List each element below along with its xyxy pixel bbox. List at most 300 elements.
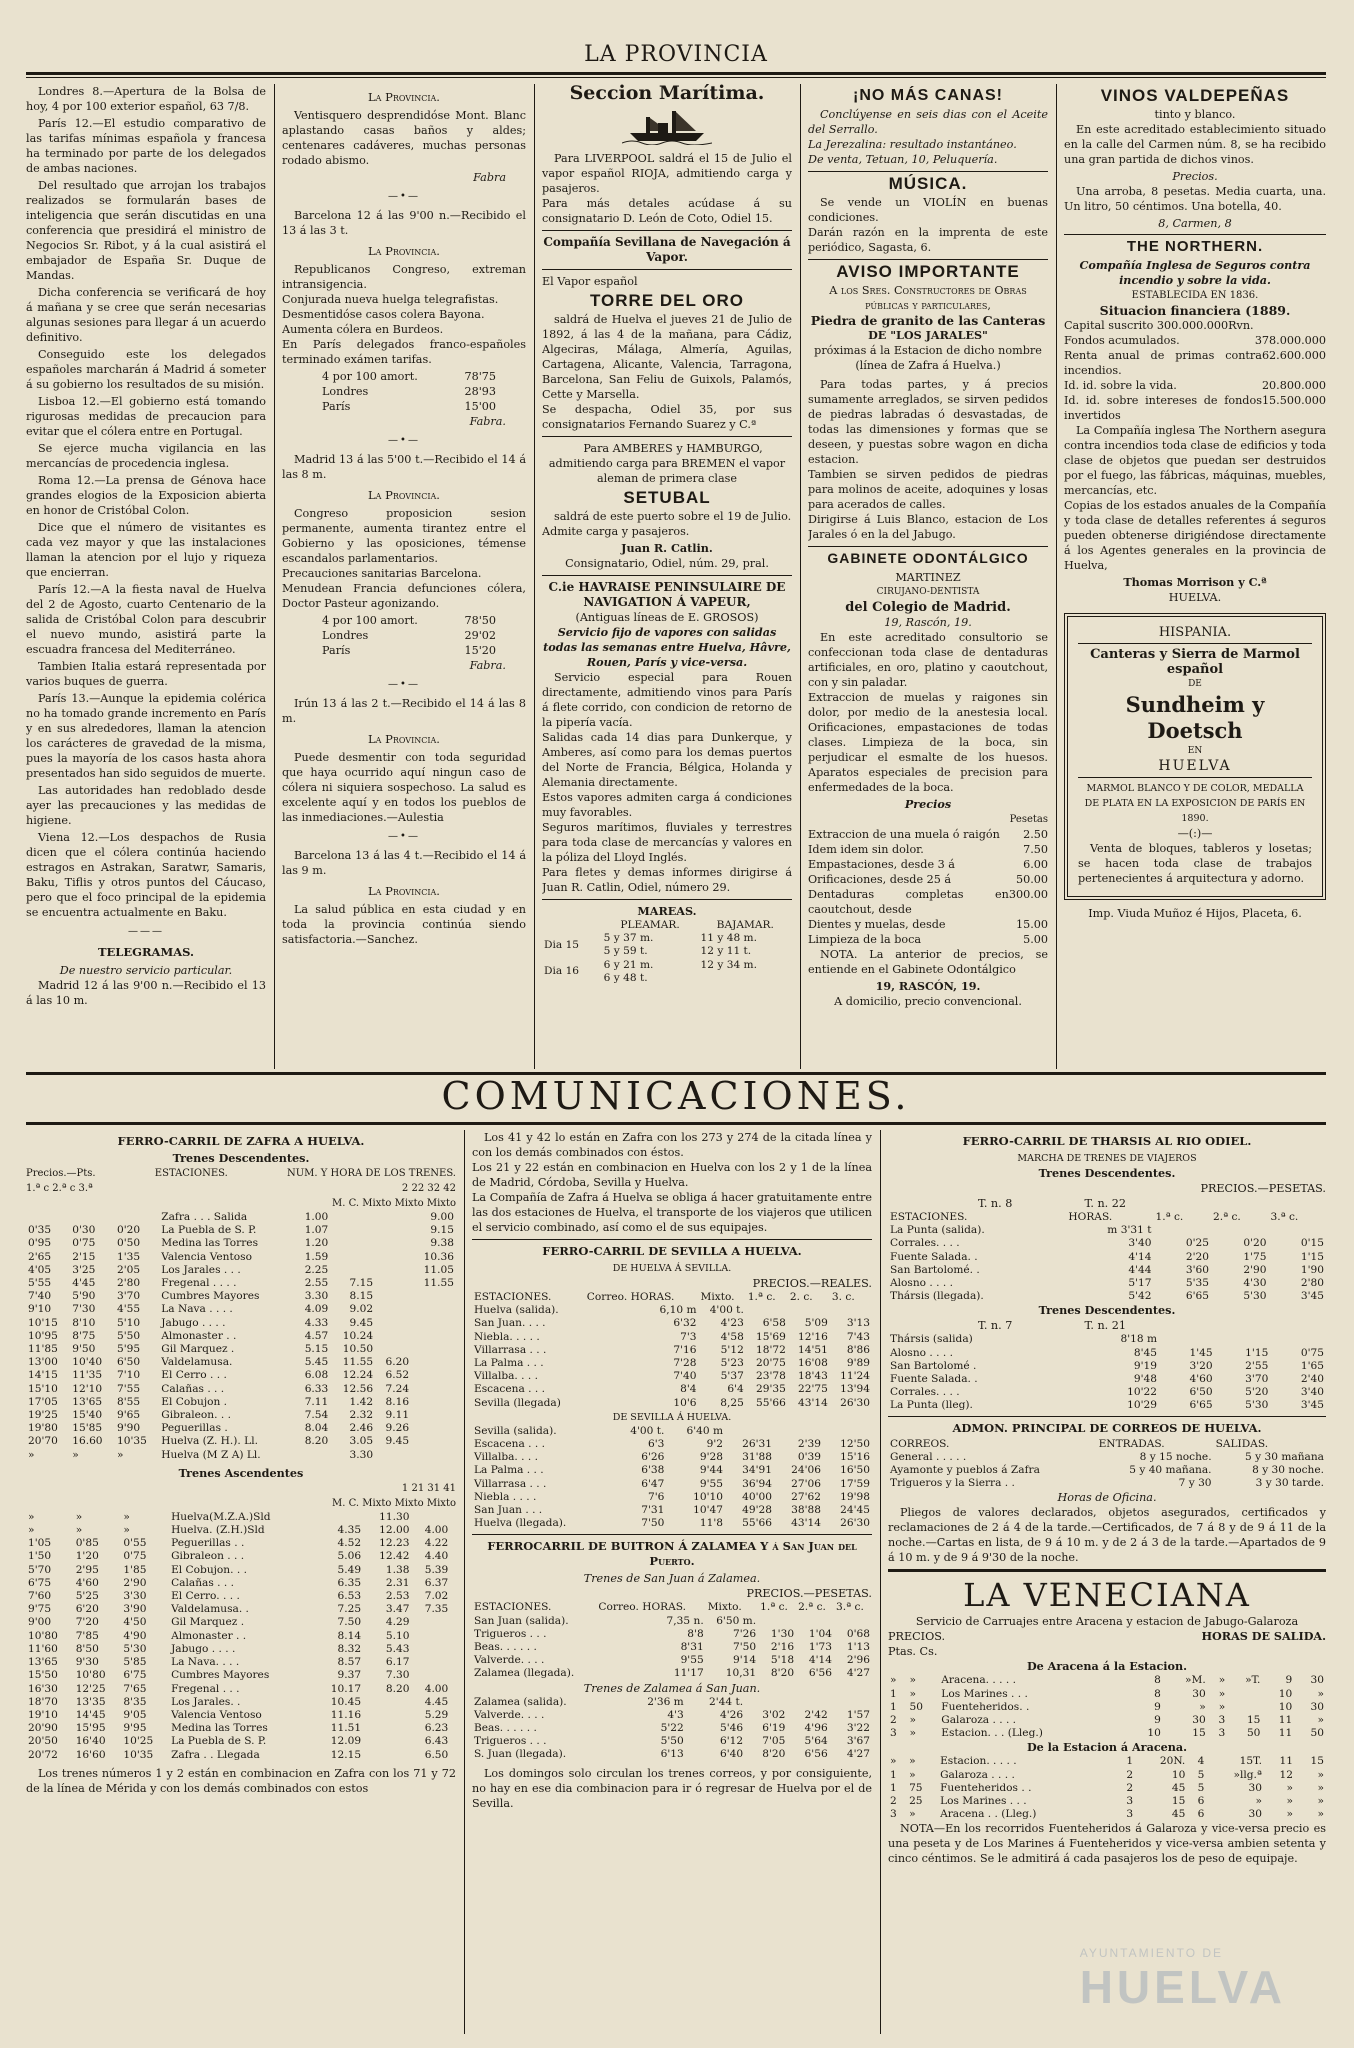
table-cell: 15'50 <box>28 1669 58 1682</box>
financial-row <box>1064 378 1326 393</box>
table-cell: 11.55 <box>423 1277 454 1290</box>
table-cell: Fuenteheridos. . <box>941 1700 1030 1713</box>
telegram-text: Ventisquero desprendidóse Mont. Blanc aplastando casas baños y aldes; centenares cadáveres, muchas personas rodado abismo. <box>282 109 526 167</box>
table-cell: 14'15 <box>28 1369 58 1382</box>
table-cell: 4'30 <box>1243 1277 1267 1290</box>
table-cell: 5'50 <box>117 1329 141 1342</box>
telegram-dateline: Irún 13 á las 2 t.—Recibido el 14 á las 8 m. <box>282 697 526 725</box>
vapor-name: TORRE DEL ORO <box>589 291 745 310</box>
table-cell <box>450 1511 456 1524</box>
table-cell: 5'18 <box>770 1654 795 1667</box>
table-cell: 20N. <box>1159 1755 1186 1768</box>
aviso-piedra: Piedra de granito de las Canteras <box>810 313 1046 328</box>
separator: —•— <box>388 435 420 446</box>
table-cell: 12'16 <box>798 1330 828 1343</box>
veneciana-h2: De la Estacion á Aracena. <box>1026 1740 1188 1755</box>
table-cell: 1 <box>890 1768 897 1781</box>
table-row <box>472 1464 872 1477</box>
table-cell: 12'50 <box>840 1438 870 1451</box>
table-cell: 18'43 <box>798 1370 828 1383</box>
table-cell: 6.23 <box>424 1722 449 1735</box>
separator <box>542 899 792 900</box>
header-cell: Mixto. <box>707 1601 742 1614</box>
table-cell: 15'40 <box>72 1409 103 1422</box>
table-cell: 0'75 <box>1300 1346 1324 1359</box>
table-cell: 10'35 <box>123 1748 154 1761</box>
quote-row <box>282 369 526 384</box>
table-cell: 7.11 <box>304 1395 329 1408</box>
setubal-intro: Para AMBERES y HAMBURGO, admitiendo carga para BREMEN el vapor aleman de primera clase <box>548 442 786 485</box>
table-cell: Beas. . . . . . <box>474 1641 537 1654</box>
table-cell: Villarrasa . . . <box>474 1343 547 1356</box>
table-row <box>472 1331 872 1344</box>
northern-situacion: Situacion financiera (1889. <box>1099 303 1291 318</box>
table-cell: 9'95 <box>123 1722 147 1735</box>
table-cell: 9'55 <box>699 1477 723 1490</box>
table-cell: 7.02 <box>424 1590 449 1603</box>
table-cell <box>375 1330 411 1343</box>
musica-text: Se vende un VIOLÍN en buenas condiciones. Darán razón en la imprenta de este periódico, Sagasta, 6. <box>808 196 1048 254</box>
table-cell: 2'20 <box>1185 1250 1209 1263</box>
table-cell: 4'55 <box>117 1303 141 1316</box>
tharsis-timetable <box>888 1130 1326 2034</box>
table-cell: 45 <box>1171 1781 1186 1794</box>
quote-value: 78'50 <box>464 614 496 627</box>
table-cell: 3.30 <box>349 1448 374 1461</box>
table-cell: 8 <box>1154 1687 1161 1700</box>
financial-label: Capital suscrito 300.000.000Rvn. <box>1064 319 1254 332</box>
table-cell: 5'37 <box>720 1370 744 1383</box>
aviso-title: AVISO IMPORTANTE <box>836 262 1020 281</box>
column-maritime <box>542 84 792 1069</box>
zafra-foot: Los trenes números 1 y 2 están en combinacion en Zafra con los 71 y 72 de la línea de Mérida y con los demás combinados con estos <box>26 1766 456 1795</box>
table-cell: 3'67 <box>846 1735 870 1748</box>
table-cell: 55'66 <box>742 1517 772 1530</box>
column-rule <box>464 1130 465 2034</box>
table-cell <box>411 1330 456 1343</box>
table-cell: 7'43 <box>846 1330 870 1343</box>
table-cell: Medina las Torres <box>161 1237 259 1250</box>
table-row <box>26 1709 456 1722</box>
table-cell: 6.50 <box>424 1748 449 1761</box>
table-cell: Fuente Salada. . <box>890 1373 978 1386</box>
table-cell: 2'96 <box>846 1654 870 1667</box>
table-cell <box>1211 1224 1269 1237</box>
zafra-types-asc: M. C. Mixto Mixto Mixto <box>332 1497 456 1509</box>
table-cell: 15'69 <box>755 1330 786 1343</box>
table-cell: Jabugo . . . . <box>171 1642 236 1655</box>
telegram-head: La Provincia. <box>368 90 440 104</box>
imprenta: Imp. Viuda Muñoz é Hijos, Placeta, 6. <box>1088 907 1302 920</box>
table-cell: 8'20 <box>770 1667 795 1680</box>
header-cell: Correo. HORAS. <box>586 1291 675 1303</box>
table-row <box>26 1369 456 1382</box>
table-cell: 6.20 <box>385 1356 410 1369</box>
table-cell: 8,25 <box>720 1396 744 1409</box>
table-cell: 15 <box>1192 1727 1206 1740</box>
separator: —•— <box>388 191 420 202</box>
separator <box>1078 777 1312 778</box>
table-cell <box>330 1264 375 1277</box>
table-cell: 2.53 <box>385 1590 410 1603</box>
separator <box>888 1416 1326 1417</box>
table-cell: 20'70 <box>28 1435 58 1448</box>
table-cell: 10'35 <box>117 1435 147 1448</box>
table-cell <box>411 1396 456 1409</box>
table-cell <box>375 1277 411 1290</box>
table-cell: 9'28 <box>699 1451 723 1464</box>
table-cell: 2'16 <box>770 1641 795 1654</box>
table-cell: 13'65 <box>72 1395 103 1408</box>
quote-label: Londres <box>322 385 369 398</box>
table-cell: » <box>1218 1674 1226 1687</box>
table-cell: » <box>909 1714 916 1727</box>
price-row <box>808 842 1048 857</box>
table-cell: 13'00 <box>28 1356 58 1369</box>
table-cell: 4'14 <box>808 1654 833 1667</box>
tharsis-head1 <box>888 1196 1326 1211</box>
table-row <box>26 1722 456 1735</box>
table-cell: 20'72 <box>28 1748 58 1761</box>
table-cell: 9.11 <box>385 1409 410 1422</box>
table-cell <box>411 1511 450 1524</box>
table-cell: 4'58 <box>720 1330 744 1343</box>
financial-label: Id. id. sobre la vida. <box>1064 379 1177 392</box>
zafra-types-desc: M. C. Mixto Mixto Mixto <box>332 1198 456 1209</box>
news-paragraph: Dice que el número de visitantes es cada vez mayor y que las instalaciones llaman la atencion por el lujo y riqueza que encierran. <box>26 521 266 579</box>
zafra-train-numbers-asc: 1 21 31 41 <box>401 1482 456 1494</box>
table-cell: La Palma . . . <box>474 1464 544 1477</box>
price-label: Limpieza de la boca <box>808 933 922 946</box>
table-cell: Fuente Salada. . <box>890 1250 978 1263</box>
table-cell: 4'27 <box>846 1748 870 1761</box>
table-cell: 1'57 <box>846 1708 870 1721</box>
liverpool-notice: Para LIVERPOOL saldrá el 15 de Julio el vapor español RIOJA, admitiendo carga y pasajeros. Para más detales acúdase á su consignatario D. León de Coto, Odiel 15. <box>542 152 792 225</box>
table-cell: Zafra . . . Salida <box>161 1211 248 1223</box>
table-cell: 0'15 <box>1300 1237 1324 1250</box>
table-cell: Huelva (M Z A) Ll. <box>161 1448 261 1461</box>
header-cell: 3.ª c. <box>1270 1211 1299 1223</box>
zafra-desc-title: Trenes Descendentes. <box>172 1151 310 1165</box>
table-cell: Calañas . . . <box>161 1382 225 1395</box>
table-cell: 2 <box>890 1795 897 1808</box>
table-cell <box>330 1251 375 1264</box>
table-cell: 7.25 <box>337 1603 362 1616</box>
table-cell: El Cerro . . . <box>161 1369 227 1382</box>
table-cell: 10 <box>1171 1768 1186 1781</box>
table-cell: 1 <box>1126 1755 1134 1768</box>
table-cell: 17'59 <box>840 1477 870 1490</box>
table-cell: 2'15 <box>72 1250 96 1263</box>
table-cell: Huelva (Z. H.). Ll. <box>161 1435 258 1448</box>
table-cell: 4'50 <box>123 1616 147 1629</box>
table-cell: 5.49 <box>337 1563 362 1576</box>
table-cell: » <box>1218 1700 1226 1713</box>
separator <box>542 269 792 270</box>
table-row <box>888 1386 1326 1399</box>
table-cell: 3'25 <box>72 1263 96 1276</box>
table-cell: 19'80 <box>28 1422 58 1435</box>
precios-title: Precios <box>904 797 952 811</box>
table-row <box>26 1409 456 1422</box>
table-cell <box>375 1317 411 1330</box>
table-cell: 1'13 <box>846 1641 870 1654</box>
zafra-subhead <box>26 1181 456 1196</box>
table-cell: 7,35 n. <box>666 1614 704 1627</box>
table-cell: 4'90 <box>123 1629 147 1642</box>
column-rule <box>534 84 535 1069</box>
price-label: Extraccion de una muela ó raigón <box>808 828 1000 841</box>
table-cell <box>1268 1224 1326 1237</box>
table-cell <box>375 1290 411 1303</box>
table-cell: 8'35 <box>123 1695 147 1708</box>
table-cell: 3 <box>1218 1714 1226 1727</box>
table-row <box>26 1749 456 1762</box>
news-paragraph: París 12.—A la fiesta naval de Huelva del 2 de Agosto, cuarto Centenario de la salida de Cristóbal Colon para descubrir el nuevo mundo, asistirá parte la escuadra francesa del Mediterráneo. <box>26 583 266 656</box>
table-cell: Gil Marquez . <box>161 1343 235 1356</box>
table-cell: 45 <box>1171 1808 1186 1821</box>
table-cell: 6.37 <box>424 1576 449 1589</box>
table-cell: Alosno . . . . <box>890 1346 953 1359</box>
table-row <box>472 1383 872 1396</box>
price-value: 2.50 <box>1023 828 1048 841</box>
table-row <box>888 1714 1326 1727</box>
separator <box>888 1569 1326 1572</box>
table-cell: 5'20 <box>1245 1386 1269 1399</box>
financial-value: 62.600.000 <box>1261 349 1326 362</box>
telegram-text: Puede desmentir con toda seguridad que haya ocurrido aquí ningun caso de cólera ni siquiera sospechoso. La salud es excelente aquí y en todos los pueblos de las inmediaciones.—Aulestia <box>282 751 526 824</box>
table-cell: 10'6 <box>673 1396 697 1409</box>
telegram-dateline: Barcelona 12 á las 9'00 n.—Recibido el 13 á las 3 t. <box>282 209 526 237</box>
sevilla-intro: Los 41 y 42 lo están en Zafra con los 273 y 274 de la citada línea y con los demás combinados con éstos. Los 21 y 22 están en combinacion en Huelva con los 2 y 1 de la línea de Madrid, Córdoba, Sevilla y Huelva. La Compañía de Zafra á Huelva se obliga á hacer gratuitamente entre las dos estaciones de Huelva, el transporte de los viajeros que utilicen el servicio combinado, así como el de sus equipajes. <box>472 1131 872 1234</box>
table-cell: 10 <box>1278 1687 1293 1700</box>
hispania-canteras: Canteras y Sierra de Marmol español <box>1090 647 1300 677</box>
table-cell: » <box>1218 1687 1226 1700</box>
table-cell: 2'90 <box>123 1576 147 1589</box>
separator <box>808 259 1048 260</box>
table-cell: 0'85 <box>75 1537 99 1550</box>
table-cell: 50 <box>909 1700 923 1713</box>
table-cell <box>115 1211 159 1224</box>
table-cell: 5'30 <box>123 1642 147 1655</box>
table-cell <box>330 1224 375 1237</box>
table-cell: 18'72 <box>755 1343 786 1356</box>
table-cell: 8'18 m <box>1120 1333 1158 1346</box>
table-cell <box>375 1224 411 1237</box>
table-cell: 10'22 <box>1127 1386 1158 1399</box>
table-cell: 1'75 <box>1243 1250 1267 1263</box>
table-cell: 1'85 <box>123 1563 147 1576</box>
table-cell <box>411 1317 456 1330</box>
correos-title: ADMON. PRINCIPAL DE CORREOS DE HUELVA. <box>952 1420 1262 1435</box>
table-cell: 2'90 <box>1243 1263 1267 1276</box>
table-row <box>26 1330 456 1343</box>
table-cell: 11 <box>1278 1714 1293 1727</box>
table-cell: Los Marines . . . <box>940 1795 1027 1808</box>
table-cell: 15'16 <box>840 1451 870 1464</box>
table-row <box>888 1264 1326 1277</box>
marea-value: 12 y 34 m. <box>700 958 757 971</box>
table-row <box>26 1577 456 1590</box>
table-cell: Valdelamusa. . <box>171 1603 249 1616</box>
table-cell <box>411 1383 456 1396</box>
table-cell: 9'30 <box>75 1656 99 1669</box>
table-cell: » <box>28 1524 35 1537</box>
table-cell: 49'28 <box>742 1504 772 1517</box>
table-cell: Fregenal . . . . <box>161 1277 237 1290</box>
table-cell: 6'50 <box>1189 1386 1213 1399</box>
table-row <box>472 1735 872 1748</box>
table-cell: 5'70 <box>28 1563 52 1576</box>
table-cell: Niebla. . . . . <box>474 1330 540 1343</box>
table-cell: 22'75 <box>798 1383 828 1396</box>
table-row <box>26 1603 456 1616</box>
zafra-head <box>26 1166 456 1181</box>
table-row <box>26 1435 456 1448</box>
hispania-de: DE <box>1188 679 1202 689</box>
header-cell: 3. c. <box>831 1291 855 1303</box>
vapor-label: El Vapor español <box>542 275 638 288</box>
table-cell: » <box>1317 1781 1324 1794</box>
table-cell: San Bartolomé . <box>890 1359 977 1372</box>
table-cell: Gibraleon . . . <box>171 1550 245 1563</box>
header-cell: Mixto. <box>700 1291 735 1303</box>
table-cell: » <box>909 1768 916 1781</box>
zafra-title: FERRO-CARRIL DE ZAFRA A HUELVA. <box>117 1134 365 1148</box>
table-cell: 1'35 <box>117 1250 141 1263</box>
table-cell: 6'20 <box>75 1603 99 1616</box>
correos-horas: Horas de Oficina. <box>1057 1491 1157 1505</box>
table-row <box>472 1504 872 1517</box>
table-cell: 30 <box>1310 1700 1324 1713</box>
table-cell: Zalamea (salida). <box>474 1695 567 1708</box>
table-cell: 3'20 <box>1189 1359 1213 1372</box>
table-cell: San Juan. . . . <box>474 1317 546 1330</box>
table-cell <box>1270 1333 1326 1346</box>
table-cell: 4'44 <box>1128 1263 1152 1276</box>
table-cell: 13'65 <box>28 1656 58 1669</box>
table-cell: 4'60 <box>75 1576 99 1589</box>
table-cell: 3'70 <box>1245 1373 1269 1386</box>
aviso-jarales: DE "LOS JARALES" <box>868 328 988 342</box>
table-cell: Fregenal . . . <box>171 1682 240 1695</box>
table-cell: 3'40 <box>1300 1386 1324 1399</box>
table-cell: 5'64 <box>804 1735 828 1748</box>
table-cell: 15'85 <box>72 1422 103 1435</box>
pleamar-head: PLEAMAR. <box>620 919 680 931</box>
zafra-asc-table <box>26 1511 456 1762</box>
veneciana-nota: NOTA—En los recorridos Fuenteheridos á Galaroza y vice-versa precio es una peseta y de Los Marines á Fuenteheridos y vice-versa ambien setenta y cinco céntimos. Se le admitirá á cada pasajeros los de peso de equipaje. <box>888 1822 1326 1866</box>
table-cell: 30 <box>1192 1714 1206 1727</box>
table-cell: 9'44 <box>699 1464 723 1477</box>
vinos-text: En este acreditado establecimiento situado en la calle del Carmen núm. 8, se ha recibido una gran partida de dichos vinos. <box>1064 123 1326 166</box>
price-value: 7.50 <box>1023 843 1048 856</box>
news-paragraph: Del resultado que arrojan los trabajos realizados se formularán bases de inteligencia que serán discutidas en una conferencia que presidirá el ministro de Negocios Sr. Ribot, y á la cual asistirá el embajador de España Sr. Duque de Mandas. <box>26 179 266 282</box>
table-cell: 19'98 <box>840 1490 870 1503</box>
table-cell: Sevilla (llegada) <box>474 1396 561 1409</box>
table-cell: Trigueros . . . <box>474 1735 547 1748</box>
table-row <box>26 1537 456 1550</box>
table-cell <box>411 1422 456 1435</box>
financial-row <box>1064 333 1326 348</box>
column-rule <box>880 1130 881 2034</box>
quote-row <box>282 384 526 399</box>
table-cell <box>375 1343 411 1356</box>
table-cell <box>363 1722 411 1735</box>
precios-unit: Pesetas <box>1009 814 1048 825</box>
table-cell: 26'30 <box>840 1396 870 1409</box>
table-cell: 9'10 <box>28 1303 52 1316</box>
gabinete-text: En este acreditado consultorio se confeccionan toda clase de dentaduras artificiales, en oro, platino y caoutchout, con y sin paladar. Extraccion de muelas y raigones sin dolor, por medio de la anestesia local. Orificaciones, empastaciones de todas clases. Limpieza de la boca, sin perjudicar el esmalte de los huesos. Aparatos especiales de precision para enfermedades de la boca. <box>808 631 1048 794</box>
table-cell: 3'45 <box>1300 1290 1324 1303</box>
table-cell: San Bartolomé. . <box>890 1263 980 1276</box>
table-cell <box>375 1211 411 1224</box>
table-row <box>888 1360 1326 1373</box>
table-cell: 9.00 <box>430 1211 454 1223</box>
table-cell: 15'10 <box>28 1382 58 1395</box>
telegramas-title: TELEGRAMAS. <box>97 945 195 959</box>
table-cell: » <box>28 1510 35 1523</box>
table-cell <box>411 1303 456 1316</box>
telegram-blocks <box>282 90 526 947</box>
buitron-table-2 <box>472 1696 872 1762</box>
table-cell: 9'50 <box>72 1343 96 1356</box>
gabinete-address: 19, Rascón, 19. <box>884 616 972 629</box>
table-cell: 3'30 <box>123 1590 147 1603</box>
table-cell: 10.24 <box>342 1329 374 1342</box>
table-row <box>888 1333 1326 1346</box>
havraise-title: C.ie HAVRAISE PENINSULAIRE DE NAVIGATION Á VAPEUR, <box>548 580 786 609</box>
table-row <box>472 1615 872 1628</box>
table-cell: 20'50 <box>28 1735 58 1748</box>
table-cell: 6'19 <box>762 1722 786 1735</box>
table-cell: 6'4 <box>727 1383 744 1396</box>
setubal-consignee: Consignatario, Odiel, núm. 29, pral. <box>565 557 769 570</box>
table-cell: Escacena . . . <box>474 1383 545 1396</box>
table-cell: » <box>28 1448 35 1461</box>
table-cell: Almonaster . . <box>171 1629 247 1642</box>
table-cell <box>450 1550 456 1563</box>
gabinete-title: GABINETE ODONTÁLGICO <box>827 550 1029 566</box>
table-cell: 5.39 <box>424 1563 449 1576</box>
table-cell: 9'19 <box>1133 1359 1158 1372</box>
table-row <box>888 1347 1326 1360</box>
table-cell <box>294 1449 330 1462</box>
table-cell: 15 <box>1246 1714 1261 1727</box>
zafra-asc-title: Trenes Ascendentes <box>178 1465 304 1480</box>
table-cell: 50 <box>1246 1727 1261 1740</box>
telegramas-subtitle: De nuestro servicio particular. <box>59 964 233 977</box>
hispania-separator: —(:)— <box>1177 827 1213 840</box>
table-cell: Valencia Ventoso <box>171 1708 262 1721</box>
table-cell: 4'3 <box>667 1708 684 1721</box>
table-cell: 0'30 <box>72 1224 96 1237</box>
table-cell: 9.38 <box>430 1237 454 1250</box>
marea-value: 6 y 48 t. <box>603 971 648 984</box>
table-cell: La Puebla de S. P. <box>161 1224 257 1237</box>
price-value: 300.00 <box>1008 888 1048 901</box>
table-cell <box>1159 1333 1215 1346</box>
price-label: Orificaciones, desde 25 á <box>808 873 952 886</box>
table-cell: 7'55 <box>117 1382 141 1395</box>
table-cell: 12.09 <box>330 1735 362 1748</box>
table-cell: 5'12 <box>720 1343 744 1356</box>
buitron-sub1: Trenes de San Juan á Zalamea. <box>583 1572 761 1586</box>
telegram-head: La Provincia. <box>368 884 440 898</box>
table-cell <box>1215 1333 1271 1346</box>
table-cell: 5'17 <box>1128 1277 1152 1290</box>
gabinete-colegio: del Colegio de Madrid. <box>845 600 1011 615</box>
